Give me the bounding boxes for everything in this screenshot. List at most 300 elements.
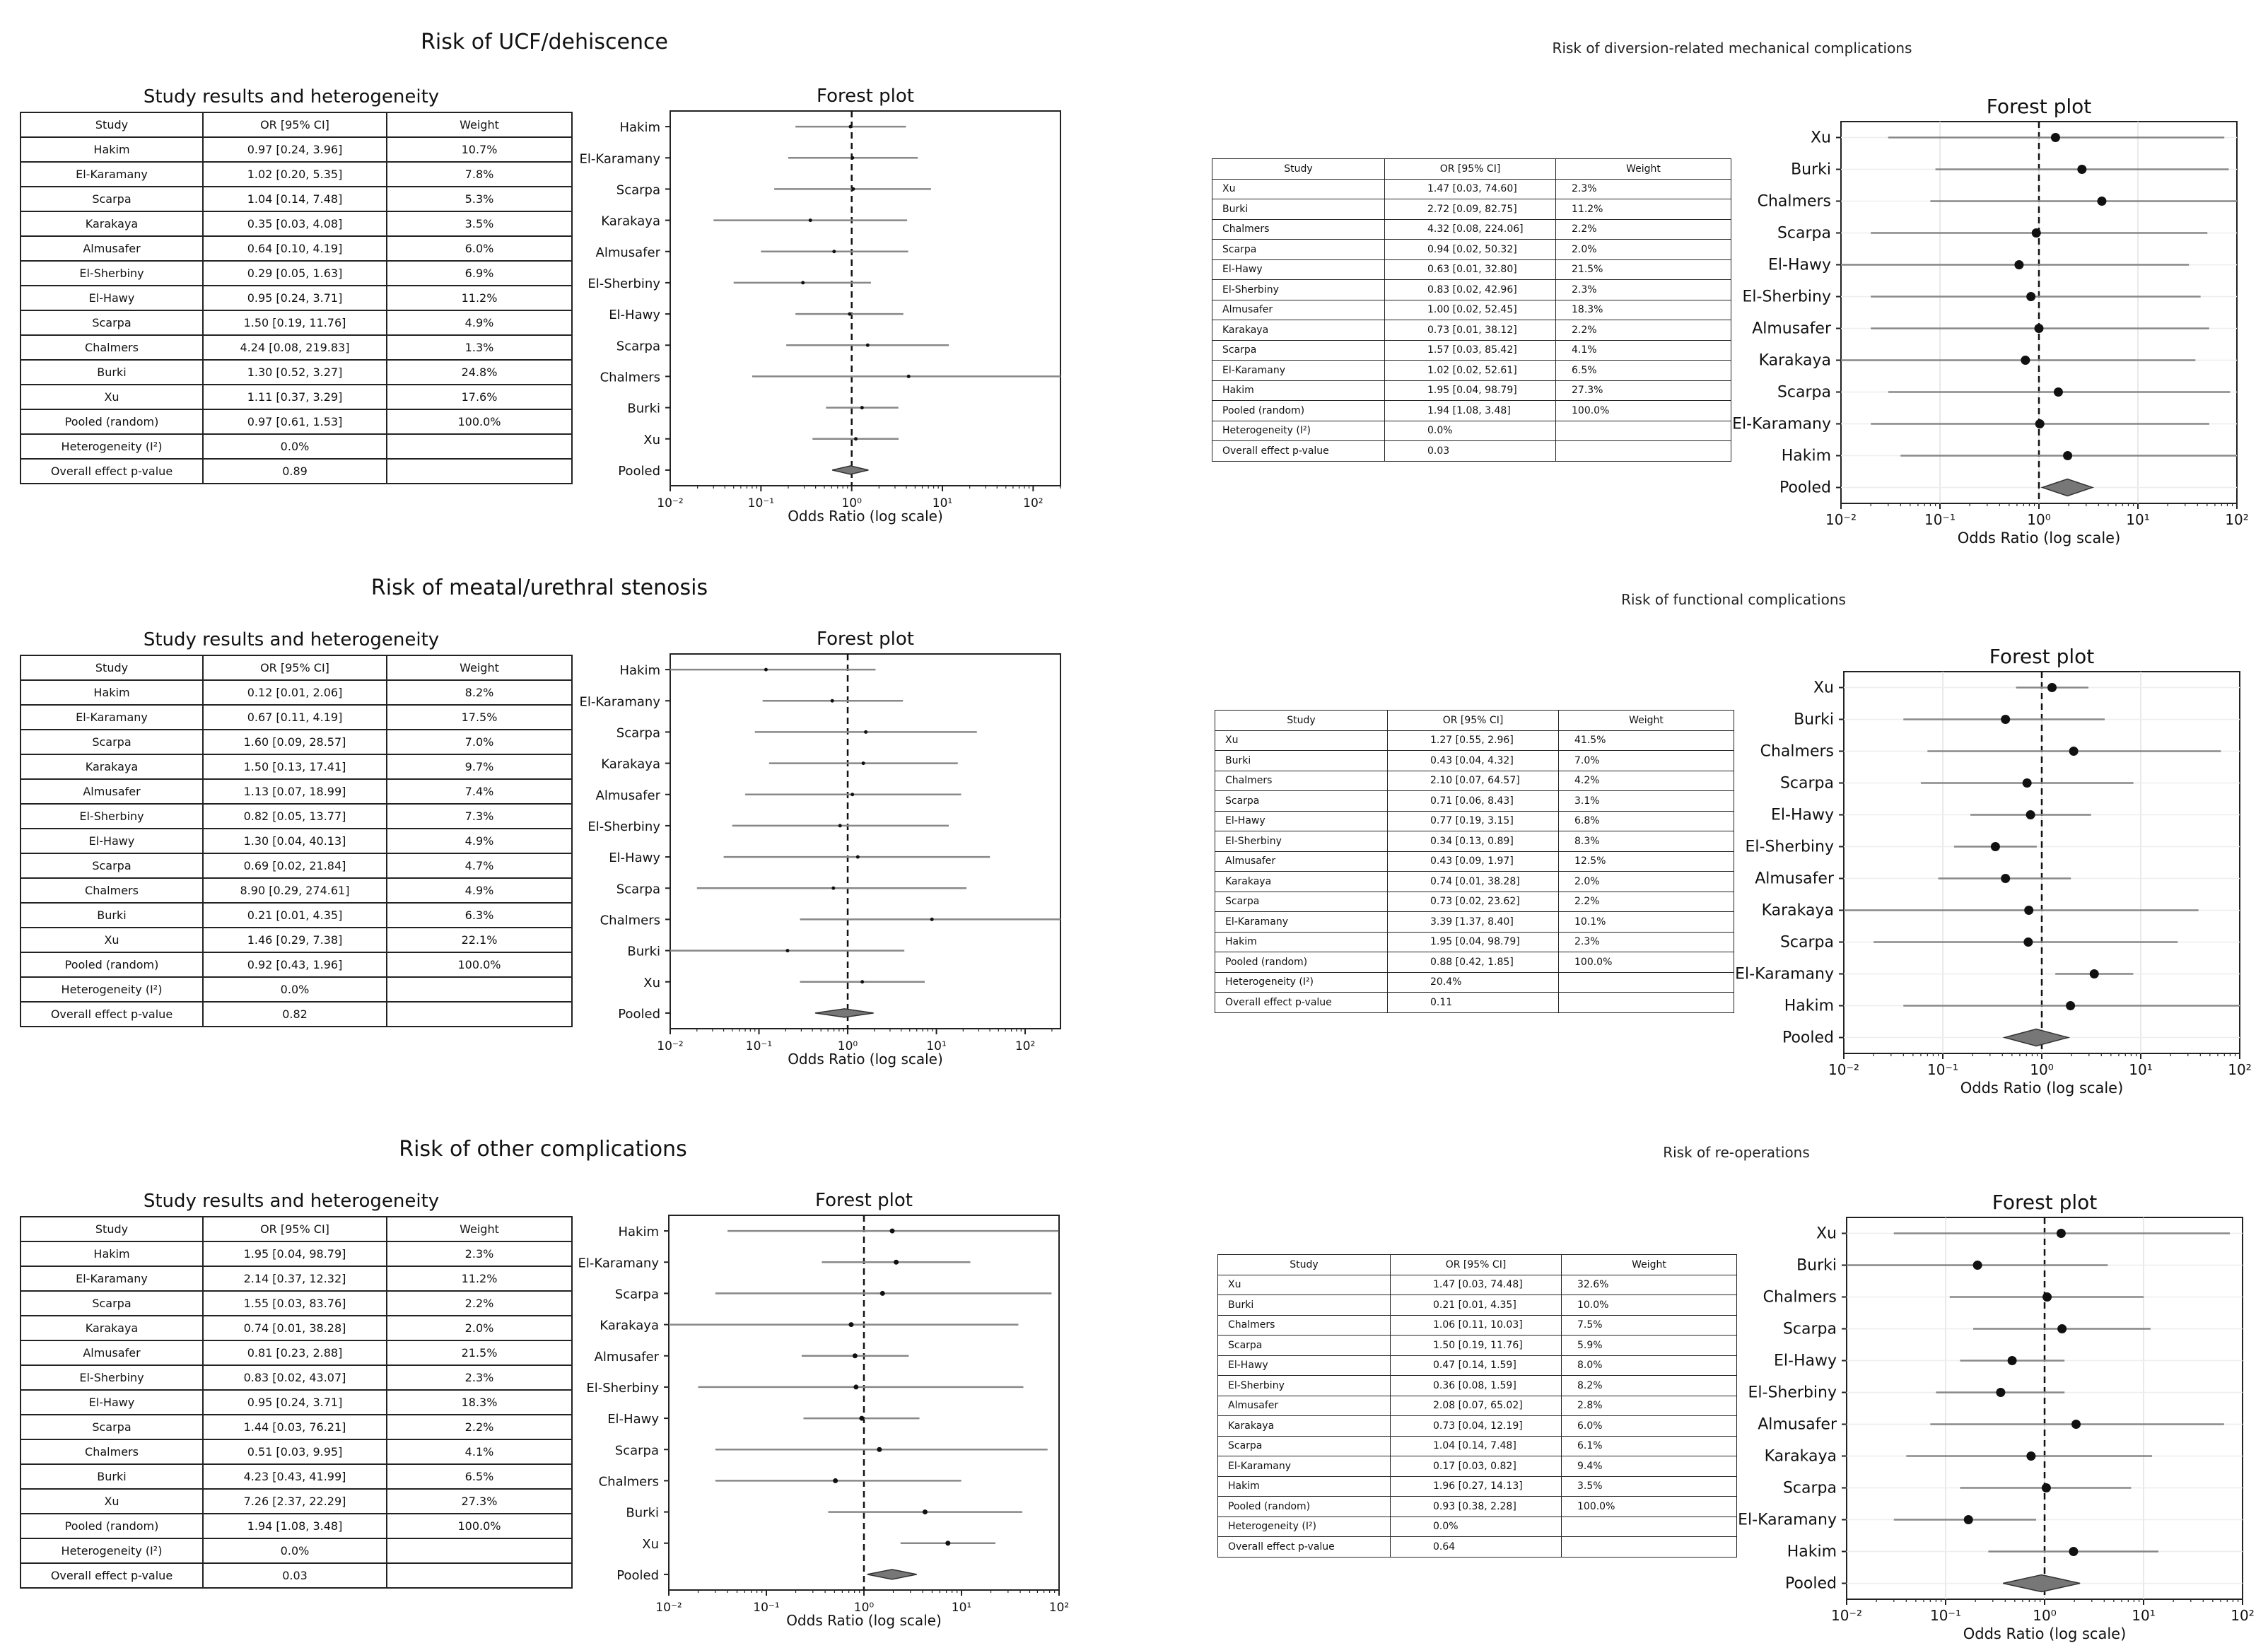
x-tick-label: 10⁻¹ <box>747 496 775 510</box>
table-header-cell: Study <box>1215 711 1388 731</box>
table-cell: 2.0% <box>1559 872 1734 892</box>
table-cell: 0.95 [0.24, 3.71] <box>203 286 387 310</box>
x-tick-label: 10² <box>1048 1601 1070 1615</box>
x-axis-label: Odds Ratio (log scale) <box>788 508 943 525</box>
x-axis-label: Odds Ratio (log scale) <box>1960 1080 2124 1097</box>
table-cell: Chalmers <box>1218 1315 1391 1336</box>
table-cell: Almusafer <box>21 236 203 261</box>
table-cell: 6.0% <box>387 236 572 261</box>
study-label: Xu <box>642 1536 659 1552</box>
study-label: El-Karamany <box>1738 1511 1837 1529</box>
table-cell: 1.50 [0.19, 11.76] <box>1391 1336 1562 1356</box>
panel-title: Risk of re-operations <box>1663 1144 1810 1161</box>
table-cell: 1.02 [0.02, 52.61] <box>1385 361 1556 381</box>
study-label: Pooled <box>1779 479 1831 497</box>
table-cell: Hakim <box>1218 1476 1391 1497</box>
table-header-cell: Study <box>21 1217 203 1241</box>
x-tick-label: 10⁻¹ <box>753 1601 780 1615</box>
table-cell: 9.7% <box>387 754 572 779</box>
study-label: Xu <box>643 975 660 990</box>
table-cell: 8.3% <box>1559 831 1734 852</box>
study-label: Almusafer <box>1755 870 1834 888</box>
table-cell: 8.2% <box>387 680 572 705</box>
table-cell: 1.47 [0.03, 74.60] <box>1385 179 1556 199</box>
table-cell: Overall effect p-value <box>1212 441 1385 462</box>
table-cell: 11.2% <box>387 286 572 310</box>
table-cell: Burki <box>1218 1295 1391 1316</box>
study-label: Scarpa <box>1779 933 1834 952</box>
study-label: El-Sherbiny <box>1748 1384 1837 1402</box>
table-cell: 0.89 <box>203 459 387 484</box>
study-label: El-Karamany <box>578 1256 659 1271</box>
study-label: Xu <box>643 432 660 448</box>
table-cell: 0.03 <box>1385 441 1556 462</box>
table-cell: 1.95 [0.04, 98.79] <box>1388 932 1559 952</box>
table-header-cell: OR [95% CI] <box>203 1217 387 1241</box>
x-tick-label: 10¹ <box>926 1039 947 1053</box>
table-cell: El-Sherbiny <box>1212 280 1385 300</box>
table-cell: 2.3% <box>1559 932 1734 952</box>
table-cell: 0.17 [0.03, 0.82] <box>1391 1456 1562 1477</box>
table-cell: 6.3% <box>387 903 572 928</box>
table-cell: Karakaya <box>21 754 203 779</box>
table-cell: 0.81 [0.23, 2.88] <box>203 1340 387 1365</box>
table-cell: 0.12 [0.01, 2.06] <box>203 680 387 705</box>
table-cell: 1.94 [1.08, 3.48] <box>203 1514 387 1538</box>
table-cell: 8.2% <box>1562 1376 1737 1396</box>
table-cell: 6.1% <box>1562 1436 1737 1456</box>
table-cell: Xu <box>21 385 203 409</box>
table-cell: 1.30 [0.04, 40.13] <box>203 829 387 853</box>
table-cell: Xu <box>21 928 203 952</box>
table-cell: 8.0% <box>1562 1355 1737 1376</box>
study-label: Karakaya <box>1758 351 1831 370</box>
table-cell: 8.90 [0.29, 274.61] <box>203 878 387 903</box>
table-header-cell: Weight <box>1556 159 1731 180</box>
table-cell: 4.7% <box>387 853 572 878</box>
study-label: Hakim <box>619 663 660 679</box>
table-cell: 3.5% <box>387 211 572 236</box>
study-label: Karakaya <box>600 1318 659 1333</box>
table-cell: 0.51 [0.03, 9.95] <box>203 1439 387 1464</box>
study-label: Scarpa <box>616 725 660 741</box>
study-label: Scarpa <box>616 882 660 897</box>
table-cell: 1.00 [0.02, 52.45] <box>1385 300 1556 320</box>
x-tick-label: 10⁰ <box>853 1601 875 1615</box>
table-cell: 4.9% <box>387 310 572 335</box>
table-cell: El-Karamany <box>21 1266 203 1291</box>
table-header-cell: Study <box>1212 159 1385 180</box>
table-cell: 11.2% <box>1556 199 1731 220</box>
table-cell: 0.88 [0.42, 1.85] <box>1388 952 1559 973</box>
table-cell: 4.23 [0.43, 41.99] <box>203 1464 387 1489</box>
table-cell: 0.03 <box>203 1563 387 1588</box>
table-cell: 7.4% <box>387 779 572 804</box>
x-tick-label: 10⁻¹ <box>1927 1061 1959 1078</box>
table-cell: 0.0% <box>1385 421 1556 441</box>
table-cell: 1.11 [0.37, 3.29] <box>203 385 387 409</box>
table-cell: Scarpa <box>1212 240 1385 260</box>
study-label: Chalmers <box>1760 742 1834 761</box>
table-cell: 2.8% <box>1562 1396 1737 1416</box>
table-cell: 6.0% <box>1562 1416 1737 1437</box>
study-label: Scarpa <box>1777 383 1831 402</box>
table-cell: Burki <box>21 360 203 385</box>
panel-title: Risk of UCF/dehiscence <box>421 30 668 54</box>
table-cell: El-Karamany <box>21 705 203 730</box>
table-cell: 7.3% <box>387 804 572 829</box>
study-label: Pooled <box>618 1006 660 1022</box>
study-label: El-Sherbiny <box>586 1380 659 1396</box>
study-label: Almusafer <box>594 1349 659 1364</box>
x-tick-label: 10⁻² <box>1825 511 1857 528</box>
table-header-cell: OR [95% CI] <box>1388 711 1559 731</box>
table-cell: Scarpa <box>1218 1336 1391 1356</box>
table-cell: Burki <box>21 1464 203 1489</box>
forest-plot-title: Forest plot <box>1992 1191 2098 1214</box>
table-cell: El-Sherbiny <box>21 1365 203 1390</box>
table-title: Study results and heterogeneity <box>143 1191 440 1212</box>
table-cell: 0.77 [0.19, 3.15] <box>1388 811 1559 831</box>
table-cell: 17.5% <box>387 705 572 730</box>
table-cell: 7.0% <box>1559 751 1734 771</box>
study-point <box>2071 1420 2081 1429</box>
x-tick-label: 10⁻² <box>657 496 684 510</box>
table-cell: 1.95 [0.04, 98.79] <box>1385 380 1556 401</box>
table-cell: 7.26 [2.37, 22.29] <box>203 1489 387 1514</box>
x-tick-label: 10² <box>2225 511 2249 528</box>
table-cell: 22.1% <box>387 928 572 952</box>
table-cell: 0.11 <box>1388 993 1559 1013</box>
study-label: El-Hawy <box>1771 806 1834 824</box>
panel-title: Risk of meatal/urethral stenosis <box>370 575 708 600</box>
table-cell: 6.9% <box>387 261 572 286</box>
table-cell: 7.0% <box>387 730 572 754</box>
table-cell: Almusafer <box>21 1340 203 1365</box>
table-cell: 0.83 [0.02, 42.96] <box>1385 280 1556 300</box>
study-label: El-Sherbiny <box>1742 288 1831 306</box>
study-label: Chalmers <box>600 370 660 385</box>
table-cell: 0.43 [0.04, 4.32] <box>1388 751 1559 771</box>
table-cell: 0.21 [0.01, 4.35] <box>1391 1295 1562 1316</box>
study-label: El-Karamany <box>1732 415 1831 433</box>
table-cell: Pooled (random) <box>1218 1497 1391 1517</box>
study-label: Scarpa <box>616 182 660 198</box>
study-point <box>2057 1229 2066 1238</box>
table-cell: Overall effect p-value <box>21 459 203 484</box>
table-cell: 6.8% <box>1559 811 1734 831</box>
table-cell: 100.0% <box>1562 1497 1737 1517</box>
table-cell: 0.74 [0.01, 38.28] <box>203 1316 387 1340</box>
table-cell: 4.9% <box>387 878 572 903</box>
table-cell: 2.2% <box>1556 320 1731 341</box>
table-cell: 1.60 [0.09, 28.57] <box>203 730 387 754</box>
table-cell: Overall effect p-value <box>1218 1537 1391 1558</box>
panel-title: Risk of functional complications <box>1621 591 1846 608</box>
table-cell: 2.3% <box>1556 280 1731 300</box>
study-label: El-Karamany <box>579 151 660 167</box>
table-cell: Chalmers <box>1215 771 1388 791</box>
table-cell: El-Hawy <box>1215 811 1388 831</box>
study-label: Chalmers <box>1763 1288 1837 1307</box>
table-cell: 1.13 [0.07, 18.99] <box>203 779 387 804</box>
table-cell: 0.35 [0.03, 4.08] <box>203 211 387 236</box>
table-cell: 32.6% <box>1562 1275 1737 1295</box>
table-cell: 4.32 [0.08, 224.06] <box>1385 219 1556 240</box>
x-tick-label: 10⁻¹ <box>1924 511 1956 528</box>
table-cell: 6.5% <box>1556 361 1731 381</box>
table-cell: 1.96 [0.27, 14.13] <box>1391 1476 1562 1497</box>
study-label: Scarpa <box>1779 774 1834 793</box>
table-cell: 0.47 [0.14, 1.59] <box>1391 1355 1562 1376</box>
study-label: El-Hawy <box>607 1412 659 1427</box>
x-tick-label: 10⁻² <box>655 1601 682 1615</box>
table-header-cell: Study <box>21 655 203 680</box>
table-cell: Scarpa <box>1215 791 1388 812</box>
table-cell: 4.1% <box>1556 340 1731 361</box>
x-tick-label: 10² <box>1015 1039 1036 1053</box>
table-header-cell: OR [95% CI] <box>203 655 387 680</box>
table-cell: 2.0% <box>387 1316 572 1340</box>
table-cell: Overall effect p-value <box>21 1563 203 1588</box>
table-cell: Almusafer <box>1215 851 1388 872</box>
table-cell: 18.3% <box>387 1390 572 1415</box>
study-point <box>1996 1388 2005 1397</box>
table-cell: 0.95 [0.24, 3.71] <box>203 1390 387 1415</box>
table-cell: Scarpa <box>21 730 203 754</box>
study-label: Pooled <box>1784 1574 1837 1593</box>
table-cell: 0.73 [0.02, 23.62] <box>1388 892 1559 912</box>
table-cell: 0.67 [0.11, 4.19] <box>203 705 387 730</box>
x-tick-label: 10² <box>2231 1607 2255 1624</box>
study-point <box>2008 1356 2017 1365</box>
table-cell: 0.73 [0.01, 38.12] <box>1385 320 1556 341</box>
table-cell: 1.94 [1.08, 3.48] <box>1385 401 1556 421</box>
table-cell: 1.46 [0.29, 7.38] <box>203 928 387 952</box>
x-tick-label: 10¹ <box>2132 1607 2156 1624</box>
table-cell: Karakaya <box>1212 320 1385 341</box>
table-cell: 5.3% <box>387 187 572 211</box>
table-cell: El-Hawy <box>1212 259 1385 280</box>
study-label: El-Karamany <box>579 694 660 710</box>
x-axis-label: Odds Ratio (log scale) <box>786 1612 942 1629</box>
table-cell: Almusafer <box>21 779 203 804</box>
table-header-cell: Study <box>1218 1255 1391 1275</box>
table-cell: 2.2% <box>387 1415 572 1439</box>
x-tick-label: 10⁻¹ <box>1929 1607 1962 1624</box>
table-cell: Overall effect p-value <box>21 1002 203 1027</box>
table-cell: 6.5% <box>387 1464 572 1489</box>
table-cell: 100.0% <box>1556 401 1731 421</box>
table-cell: 2.2% <box>1559 892 1734 912</box>
table-cell: Scarpa <box>1218 1436 1391 1456</box>
table-cell: Chalmers <box>1212 219 1385 240</box>
table-cell: Heterogeneity (I²) <box>21 434 203 459</box>
table-cell: 0.93 [0.38, 2.28] <box>1391 1497 1562 1517</box>
table-cell: Burki <box>1215 751 1388 771</box>
table-cell: Hakim <box>21 137 203 162</box>
table-header-cell: OR [95% CI] <box>203 112 387 137</box>
study-label: Scarpa <box>616 339 660 354</box>
table-cell: 11.2% <box>387 1266 572 1291</box>
table-cell: 27.3% <box>1556 380 1731 401</box>
table-cell: 0.94 [0.02, 50.32] <box>1385 240 1556 260</box>
table-cell: 100.0% <box>1559 952 1734 973</box>
table-cell: 41.5% <box>1559 730 1734 751</box>
table-cell: Scarpa <box>21 1291 203 1316</box>
table-cell: Scarpa <box>21 1415 203 1439</box>
table-cell: El-Karamany <box>1218 1456 1391 1477</box>
table-cell: 0.64 <box>1391 1537 1562 1558</box>
table-cell: Karakaya <box>21 1316 203 1340</box>
table-cell: Karakaya <box>21 211 203 236</box>
study-label: El-Karamany <box>1735 965 1834 983</box>
table-cell: Hakim <box>21 680 203 705</box>
table-header-cell: Weight <box>387 1217 572 1241</box>
table-cell: Pooled (random) <box>21 1514 203 1538</box>
table-cell: 2.3% <box>387 1365 572 1390</box>
table-cell: Overall effect p-value <box>1215 993 1388 1013</box>
panel-title: Risk of other complications <box>399 1137 687 1162</box>
table-cell: 1.06 [0.11, 10.03] <box>1391 1315 1562 1336</box>
table-cell: Karakaya <box>1218 1416 1391 1437</box>
table-cell: 17.6% <box>387 385 572 409</box>
table-cell: Hakim <box>21 1241 203 1266</box>
table-cell: 3.5% <box>1562 1476 1737 1497</box>
table-cell: 2.72 [0.09, 82.75] <box>1385 199 1556 220</box>
table-cell: 20.4% <box>1388 972 1559 993</box>
table-cell: 0.82 <box>203 1002 387 1027</box>
table-cell: 0.92 [0.43, 1.96] <box>203 952 387 977</box>
table-cell: 2.3% <box>387 1241 572 1266</box>
study-label: Burki <box>1791 160 1831 179</box>
table-cell: 0.0% <box>1391 1516 1562 1537</box>
study-label: El-Hawy <box>609 851 660 866</box>
x-tick-label: 10² <box>2228 1061 2252 1078</box>
table-cell: El-Karamany <box>21 162 203 187</box>
table-cell: El-Karamany <box>1215 912 1388 933</box>
study-label: Karakaya <box>601 756 660 772</box>
table-cell: 1.50 [0.13, 17.41] <box>203 754 387 779</box>
x-tick-label: 10¹ <box>932 496 953 510</box>
table-cell: 0.21 [0.01, 4.35] <box>203 903 387 928</box>
table-header-cell: Weight <box>387 112 572 137</box>
study-label: Almusafer <box>595 788 660 803</box>
study-point <box>2057 1324 2067 1333</box>
table-cell: 18.3% <box>1556 300 1731 320</box>
study-label: Burki <box>1794 711 1834 729</box>
table-cell: 0.82 [0.05, 13.77] <box>203 804 387 829</box>
x-tick-label: 10¹ <box>951 1601 972 1615</box>
table-cell: 1.04 [0.14, 7.48] <box>203 187 387 211</box>
table-cell: 7.5% <box>1562 1315 1737 1336</box>
x-tick-label: 10⁰ <box>841 496 862 510</box>
table-cell: 10.7% <box>387 137 572 162</box>
table-cell: Hakim <box>1215 932 1388 952</box>
table-cell: 0.74 [0.01, 38.28] <box>1388 872 1559 892</box>
table-cell: Xu <box>21 1489 203 1514</box>
table-cell: 0.29 [0.05, 1.63] <box>203 261 387 286</box>
table-cell: Scarpa <box>1212 340 1385 361</box>
study-label: Scarpa <box>614 1443 659 1459</box>
table-cell: Burki <box>21 903 203 928</box>
study-point <box>1973 1261 1982 1270</box>
table-cell: 21.5% <box>1556 259 1731 280</box>
table-cell: 3.39 [1.37, 8.40] <box>1388 912 1559 933</box>
pooled-diamond <box>2003 1575 2080 1592</box>
table-cell: 2.08 [0.07, 65.02] <box>1391 1396 1562 1416</box>
table-cell: El-Sherbiny <box>21 261 203 286</box>
table-cell: 100.0% <box>387 1514 572 1538</box>
study-point <box>2042 1292 2052 1302</box>
table-header-cell: Weight <box>1559 711 1734 731</box>
study-point <box>2042 1483 2051 1492</box>
table-cell: Heterogeneity (I²) <box>21 1538 203 1563</box>
study-label: Scarpa <box>614 1287 659 1302</box>
study-label: Chalmers <box>598 1474 659 1490</box>
study-label: El-Hawy <box>1774 1352 1837 1370</box>
table-cell: Scarpa <box>1215 892 1388 912</box>
table-cell: 0.43 [0.09, 1.97] <box>1388 851 1559 872</box>
table-cell: Pooled (random) <box>21 409 203 434</box>
table-cell: Pooled (random) <box>21 952 203 977</box>
table-cell: Chalmers <box>21 1439 203 1464</box>
table-cell: 2.14 [0.37, 12.32] <box>203 1266 387 1291</box>
table-cell: Xu <box>1212 179 1385 199</box>
table-cell: 7.8% <box>387 162 572 187</box>
table-cell: Almusafer <box>1218 1396 1391 1416</box>
table-header-cell: Weight <box>387 655 572 680</box>
x-axis-label: Odds Ratio (log scale) <box>1957 530 2121 547</box>
table-cell: Heterogeneity (I²) <box>1215 972 1388 993</box>
table-cell: 4.9% <box>387 829 572 853</box>
table-cell: El-Hawy <box>21 829 203 853</box>
table-cell: Chalmers <box>21 878 203 903</box>
study-label: Chalmers <box>1757 192 1831 211</box>
study-point <box>1964 1515 1973 1524</box>
table-cell: 0.36 [0.08, 1.59] <box>1391 1376 1562 1396</box>
table-cell: El-Sherbiny <box>1218 1376 1391 1396</box>
table-cell: 2.2% <box>1556 219 1731 240</box>
study-label: Chalmers <box>600 913 660 928</box>
table-cell: El-Sherbiny <box>1215 831 1388 852</box>
table-cell: 1.02 [0.20, 5.35] <box>203 162 387 187</box>
table-header-cell: OR [95% CI] <box>1385 159 1556 180</box>
study-label: Hakim <box>618 1225 659 1240</box>
table-cell: Heterogeneity (I²) <box>1212 421 1385 441</box>
table-cell: 0.69 [0.02, 21.84] <box>203 853 387 878</box>
table-cell: 1.27 [0.55, 2.96] <box>1388 730 1559 751</box>
table-cell: 0.97 [0.24, 3.96] <box>203 137 387 162</box>
table-cell: 2.2% <box>387 1291 572 1316</box>
study-label: Hakim <box>1787 1543 1837 1561</box>
study-label: Hakim <box>619 120 660 136</box>
table-cell: 1.3% <box>387 335 572 360</box>
x-tick-label: 10⁰ <box>837 1039 858 1053</box>
table-cell: 3.1% <box>1559 791 1734 812</box>
table-cell: 0.0% <box>203 1538 387 1563</box>
table-cell: 1.50 [0.19, 11.76] <box>203 310 387 335</box>
table-cell: Almusafer <box>1212 300 1385 320</box>
study-label: Xu <box>1813 679 1834 697</box>
table-cell: 4.1% <box>387 1439 572 1464</box>
table-cell: Heterogeneity (I²) <box>1218 1516 1391 1537</box>
table-cell: El-Karamany <box>1212 361 1385 381</box>
table-cell: 0.34 [0.13, 0.89] <box>1388 831 1559 852</box>
table-cell: 4.24 [0.08, 219.83] <box>203 335 387 360</box>
x-tick-label: 10¹ <box>2129 1061 2153 1078</box>
study-label: El-Sherbiny <box>588 276 660 291</box>
